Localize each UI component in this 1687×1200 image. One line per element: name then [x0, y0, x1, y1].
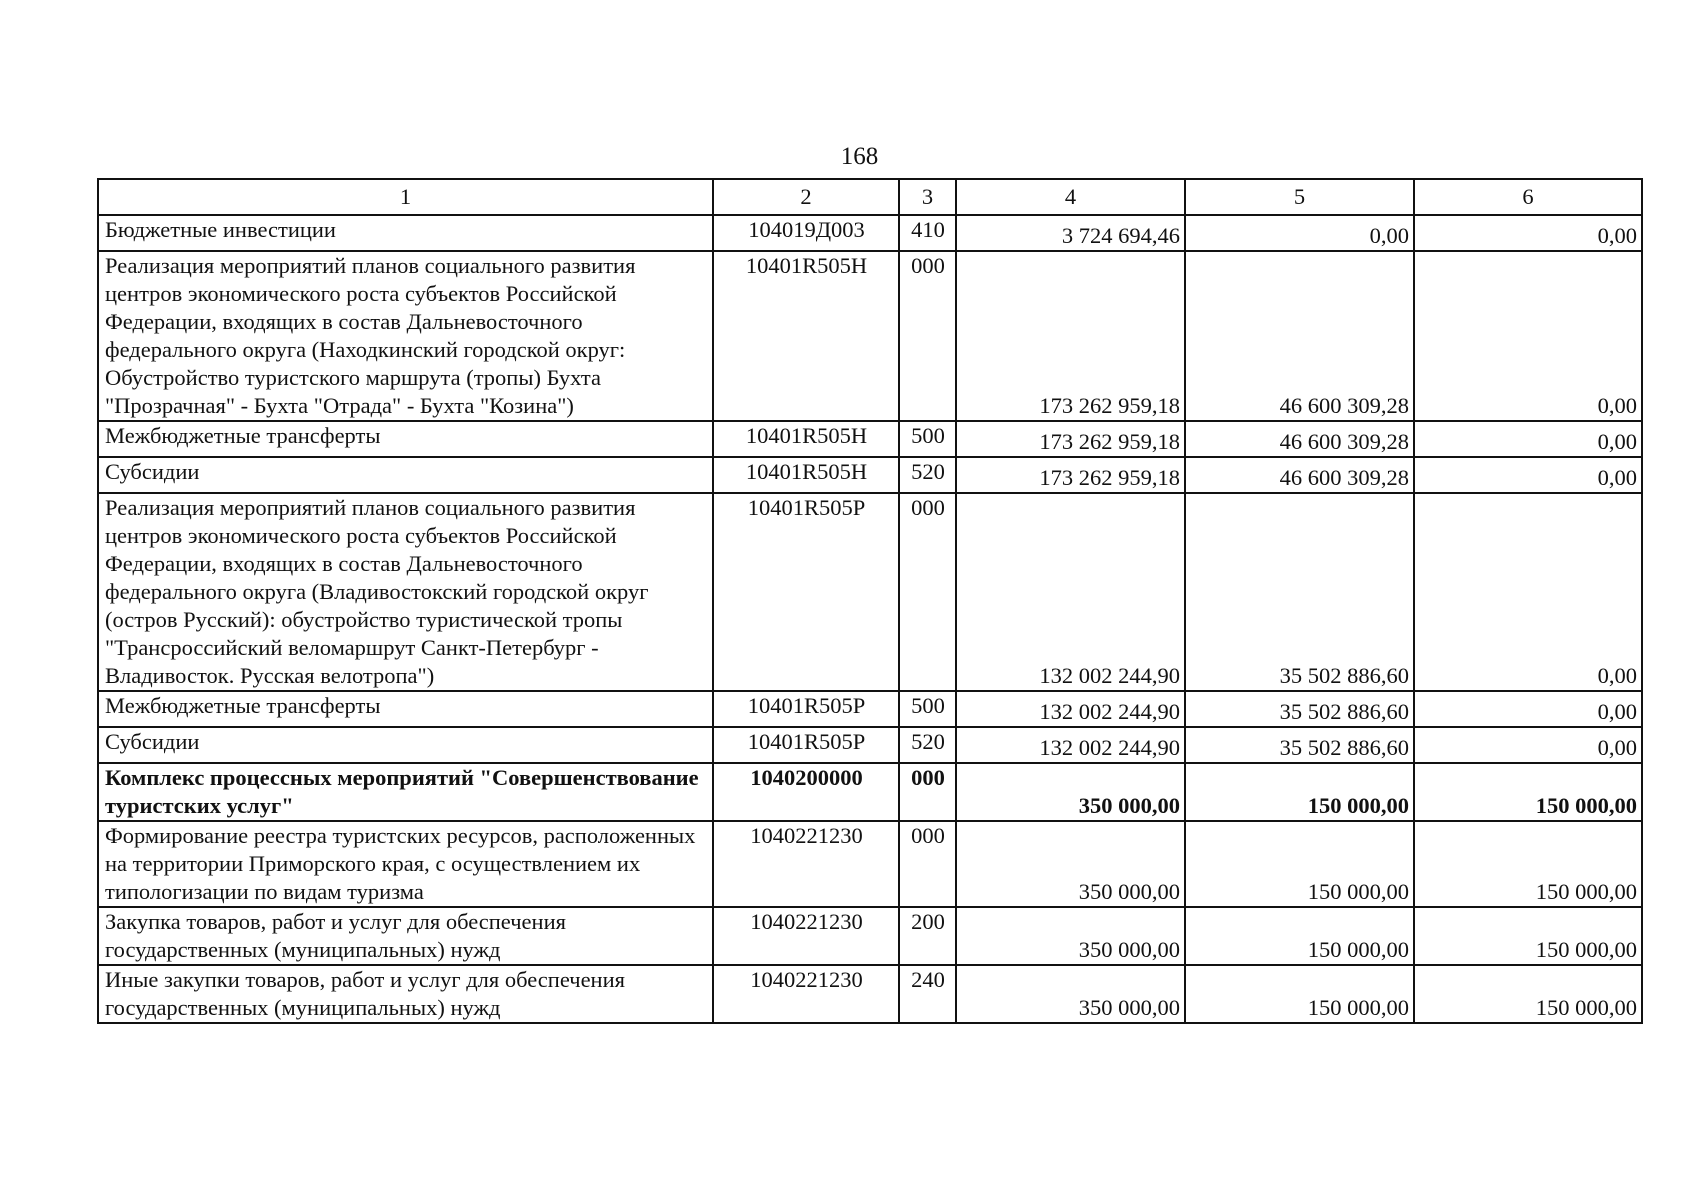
- amount-year-1-cell: 173 262 959,18: [956, 457, 1185, 493]
- row-name-cell: Иные закупки товаров, работ и услуг для обеспечения государственных (муниципальных) нужд: [98, 965, 713, 1023]
- row-name-cell: Закупка товаров, работ и услуг для обеспечения государственных (муниципальных) нужд: [98, 907, 713, 965]
- amount-year-1-cell: 132 002 244,90: [956, 691, 1185, 727]
- row-name-cell: Межбюджетные трансферты: [98, 421, 713, 457]
- amount-year-1-cell: 350 000,00: [956, 965, 1185, 1023]
- amount-year-2-cell: 150 000,00: [1185, 821, 1414, 907]
- table-row: [98, 965, 1642, 1023]
- amount-year-2-cell: 46 600 309,28: [1185, 457, 1414, 493]
- amount-year-2-cell: 46 600 309,28: [1185, 421, 1414, 457]
- expense-type-cell: 240: [899, 965, 956, 1023]
- amount-year-3-cell: 0,00: [1414, 421, 1642, 457]
- table-row: [98, 727, 1642, 763]
- expense-type-cell: 410: [899, 215, 956, 251]
- amount-year-3-cell: 150 000,00: [1414, 907, 1642, 965]
- amount-year-2-cell: 35 502 886,60: [1185, 493, 1414, 691]
- column-number: 3: [899, 179, 956, 215]
- target-code-cell: 10401R505Р: [713, 727, 899, 763]
- table-row: [98, 691, 1642, 727]
- row-name-cell: Межбюджетные трансферты: [98, 691, 713, 727]
- amount-year-3-cell: 0,00: [1414, 457, 1642, 493]
- page-number: 168: [840, 143, 879, 170]
- amount-year-1-cell: 132 002 244,90: [956, 493, 1185, 691]
- expense-type-cell: 500: [899, 421, 956, 457]
- table-row: [98, 821, 1642, 907]
- amount-year-1-cell: 173 262 959,18: [956, 251, 1185, 421]
- amount-year-3-cell: 0,00: [1414, 251, 1642, 421]
- column-number: 2: [713, 179, 899, 215]
- target-code-cell: 1040221230: [713, 965, 899, 1023]
- amount-year-3-cell: 150 000,00: [1414, 821, 1642, 907]
- target-code-cell: 1040221230: [713, 907, 899, 965]
- amount-year-3-cell: 0,00: [1414, 493, 1642, 691]
- target-code-cell: 10401R505Н: [713, 251, 899, 421]
- row-name-cell: Комплекс процессных мероприятий "Совершенствование туристских услуг": [98, 763, 713, 821]
- amount-year-3-cell: 0,00: [1414, 727, 1642, 763]
- table-row: [98, 907, 1642, 965]
- table-row: [98, 251, 1642, 421]
- column-number: 6: [1414, 179, 1642, 215]
- column-number-row: [98, 179, 1642, 215]
- target-code-cell: 10401R505Р: [713, 691, 899, 727]
- amount-year-1-cell: 350 000,00: [956, 821, 1185, 907]
- amount-year-1-cell: 350 000,00: [956, 763, 1185, 821]
- row-name-cell: Субсидии: [98, 727, 713, 763]
- expense-type-cell: 200: [899, 907, 956, 965]
- amount-year-1-cell: 173 262 959,18: [956, 421, 1185, 457]
- amount-year-2-cell: 150 000,00: [1185, 763, 1414, 821]
- amount-year-2-cell: 150 000,00: [1185, 965, 1414, 1023]
- amount-year-2-cell: 0,00: [1185, 215, 1414, 251]
- amount-year-2-cell: 35 502 886,60: [1185, 691, 1414, 727]
- target-code-cell: 10401R505Н: [713, 421, 899, 457]
- amount-year-1-cell: 3 724 694,46: [956, 215, 1185, 251]
- row-name-cell: Субсидии: [98, 457, 713, 493]
- table-row: [98, 763, 1642, 821]
- row-name-cell: Формирование реестра туристских ресурсов, расположенных на территории Приморского края, с осуществлением их типологизации по видам туризма: [98, 821, 713, 907]
- amount-year-3-cell: 150 000,00: [1414, 763, 1642, 821]
- target-code-cell: 10401R505Р: [713, 493, 899, 691]
- column-number: 5: [1185, 179, 1414, 215]
- amount-year-2-cell: 150 000,00: [1185, 907, 1414, 965]
- target-code-cell: 1040221230: [713, 821, 899, 907]
- budget-table: [97, 178, 1643, 1024]
- expense-type-cell: 520: [899, 727, 956, 763]
- table-row: [98, 493, 1642, 691]
- target-code-cell: 104019Д003: [713, 215, 899, 251]
- table-row: [98, 215, 1642, 251]
- amount-year-3-cell: 0,00: [1414, 215, 1642, 251]
- row-name-cell: Реализация мероприятий планов социального развития центров экономического роста субъектов Российской Федерации, входящих в состав Дальневосточного федерального округа (Находкинский городской округ: Обустройство туристского маршрута (тропы) Бухта "Прозрачная" - Бухта "Отрада" - Бухта "Козина"): [98, 251, 713, 421]
- amount-year-2-cell: 35 502 886,60: [1185, 727, 1414, 763]
- target-code-cell: 1040200000: [713, 763, 899, 821]
- expense-type-cell: 000: [899, 251, 956, 421]
- amount-year-1-cell: 132 002 244,90: [956, 727, 1185, 763]
- target-code-cell: 10401R505Н: [713, 457, 899, 493]
- table-row: [98, 457, 1642, 493]
- amount-year-1-cell: 350 000,00: [956, 907, 1185, 965]
- table-row: [98, 421, 1642, 457]
- amount-year-3-cell: 0,00: [1414, 691, 1642, 727]
- row-name-cell: Реализация мероприятий планов социального развития центров экономического роста субъектов Российской Федерации, входящих в состав Дальневосточного федерального округа (Владивостокский городской округ (остров Русский): обустройство туристической тропы "Трансроссийский веломаршрут Санкт-Петербург - Владивосток. Русская велотропа"): [98, 493, 713, 691]
- row-name-cell: Бюджетные инвестиции: [98, 215, 713, 251]
- expense-type-cell: 500: [899, 691, 956, 727]
- expense-type-cell: 000: [899, 763, 956, 821]
- expense-type-cell: 520: [899, 457, 956, 493]
- column-number: 1: [98, 179, 713, 215]
- column-number: 4: [956, 179, 1185, 215]
- expense-type-cell: 000: [899, 821, 956, 907]
- amount-year-2-cell: 46 600 309,28: [1185, 251, 1414, 421]
- expense-type-cell: 000: [899, 493, 956, 691]
- amount-year-3-cell: 150 000,00: [1414, 965, 1642, 1023]
